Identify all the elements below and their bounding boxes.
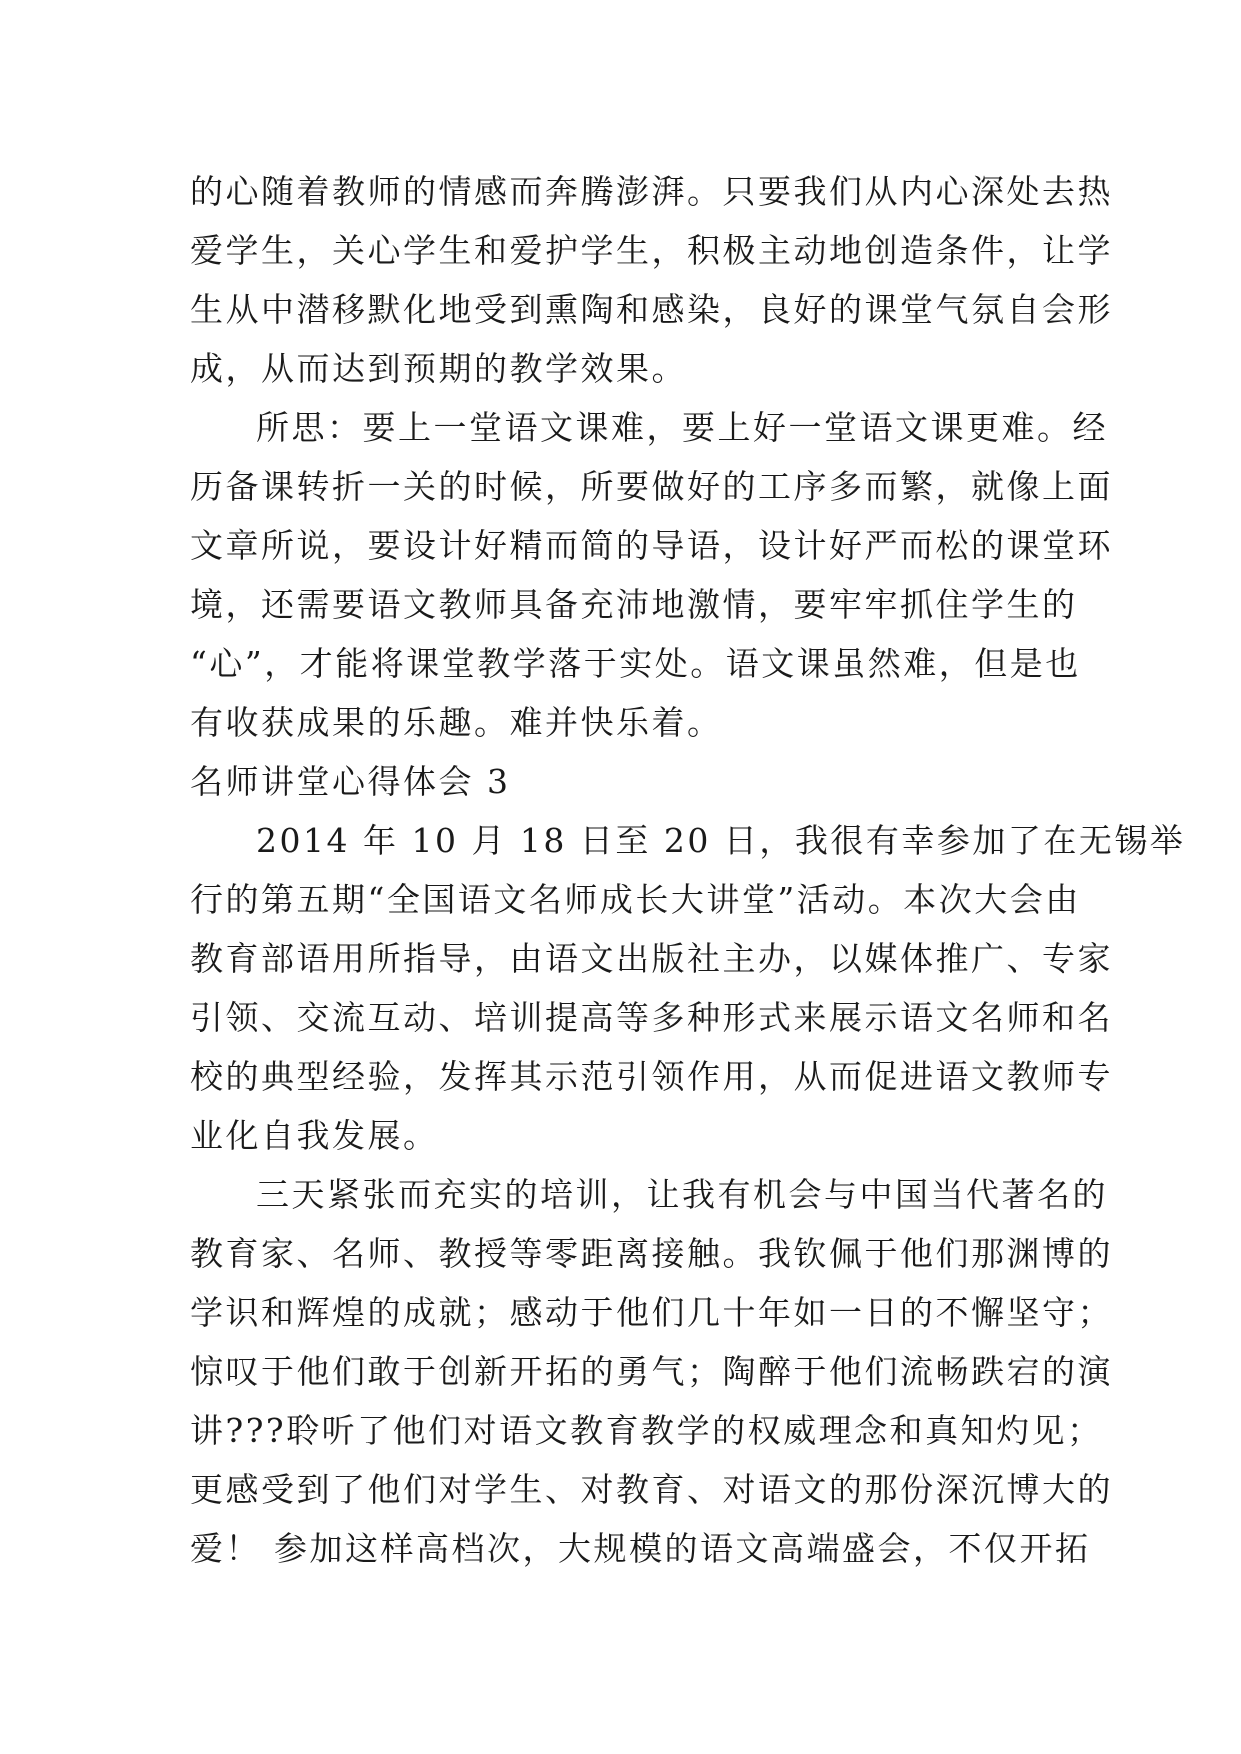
text-line: “心”，才能将课堂教学落于实处。语文课虽然难，但是也 xyxy=(190,644,1081,683)
text-line: 历备课转折一关的时候，所要做好的工序多而繁，就像上面 xyxy=(190,467,1113,506)
text-line: 2014 年 10 月 18 日至 20 日，我很有幸参加了在无锡举 xyxy=(256,821,1186,860)
text-line: 成，从而达到预期的教学效果。 xyxy=(190,349,687,388)
text-line: 惊叹于他们敢于创新开拓的勇气；陶醉于他们流畅跌宕的演 xyxy=(190,1352,1113,1391)
text-line: 的心随着教师的情感而奔腾澎湃。只要我们从内心深处去热 xyxy=(190,172,1113,211)
text-line: 学识和辉煌的成就；感动于他们几十年如一日的不懈坚守； xyxy=(190,1293,1113,1332)
text-line: 三天紧张而充实的培训，让我有机会与中国当代著名的 xyxy=(256,1175,1108,1214)
text-line: 引领、交流互动、培训提高等多种形式来展示语文名师和名 xyxy=(190,998,1113,1037)
text-line: 业化自我发展。 xyxy=(190,1116,439,1155)
text-line: 生从中潜移默化地受到熏陶和感染，良好的课堂气氛自会形 xyxy=(190,290,1113,329)
text-line: 名师讲堂心得体会 3 xyxy=(190,762,511,801)
text-line: 境，还需要语文教师具备充沛地激情，要牢牢抓住学生的 xyxy=(190,585,1078,624)
text-line: 校的典型经验，发挥其示范引领作用，从而促进语文教师专 xyxy=(190,1057,1113,1096)
text-line: 教育家、名师、教授等零距离接触。我钦佩于他们那渊博的 xyxy=(190,1234,1113,1273)
text-line: 讲???聆听了他们对语文教育教学的权威理念和真知灼见； xyxy=(190,1411,1103,1450)
text-line: 爱学生，关心学生和爱护学生，积极主动地创造条件，让学 xyxy=(190,231,1113,270)
text-line: 教育部语用所指导，由语文出版社主办，以媒体推广、专家 xyxy=(190,939,1113,978)
text-line: 文章所说，要设计好精而简的导语，设计好严而松的课堂环 xyxy=(190,526,1113,565)
text-line: 有收获成果的乐趣。难并快乐着。 xyxy=(190,703,723,742)
text-line: 所思：要上一堂语文课难，要上好一堂语文课更难。经 xyxy=(256,408,1108,447)
document-body xyxy=(190,162,1186,1578)
text-line: 爱！ 参加这样高档次，大规模的语文高端盛会，不仅开拓 xyxy=(190,1529,1091,1568)
text-line: 行的第五期“全国语文名师成长大讲堂”活动。本次大会由 xyxy=(190,880,1081,919)
text-line: 更感受到了他们对学生、对教育、对语文的那份深沉博大的 xyxy=(190,1470,1113,1509)
